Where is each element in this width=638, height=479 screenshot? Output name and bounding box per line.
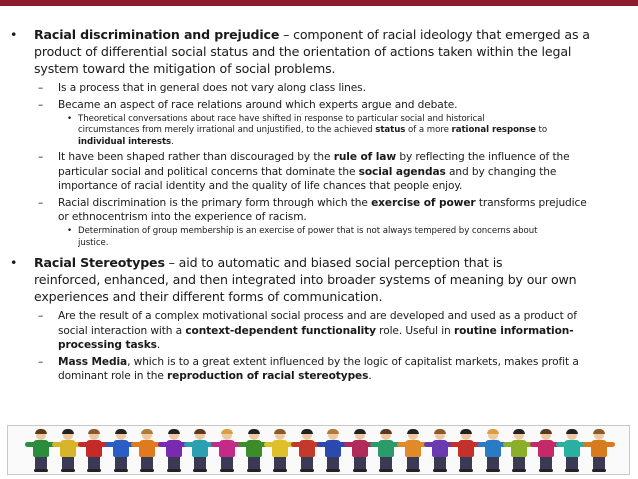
text-run: experiences and their different forms of communication.	[34, 289, 383, 305]
person-hair	[566, 429, 578, 434]
person-shirt	[564, 440, 580, 457]
text-run: importance of racial identity and the quality of life chances that people enjoy.	[58, 180, 463, 192]
text-run: of a more	[405, 125, 452, 136]
person-shoes	[140, 469, 154, 472]
person-shoes	[193, 469, 207, 472]
sub-bullet-line	[58, 165, 556, 179]
person-shoes	[61, 469, 75, 472]
person-shirt	[511, 440, 527, 457]
person-shirt	[219, 440, 235, 457]
person-hair	[487, 429, 499, 434]
sub-bullet-line	[58, 369, 372, 383]
bold-term: social agendas	[358, 165, 446, 178]
person-hair	[221, 429, 233, 434]
person-shirt	[299, 440, 315, 457]
text-run: product of differential social status and the orientation of actions taken within the legal	[34, 44, 572, 59]
text-run: or ethnocentrism into the experience of racism.	[58, 210, 307, 223]
person-shirt	[60, 440, 76, 457]
person-shoes	[300, 469, 314, 472]
text-run: .	[156, 339, 161, 351]
person-shirt	[113, 440, 129, 457]
person-hair	[301, 429, 313, 434]
person-shoes	[167, 469, 181, 472]
person-hair	[168, 429, 180, 434]
person-hair	[115, 429, 127, 434]
person-hair	[380, 429, 392, 434]
person-hair	[434, 429, 446, 434]
main-bullet-line	[34, 60, 335, 77]
text-run: Determination of group membership is an exercise of power that is not always tempered by concerns about	[78, 226, 538, 237]
person-figure	[455, 429, 477, 473]
person-shirt	[405, 440, 421, 457]
bold-term: individual interests	[78, 136, 172, 147]
person-shirt	[325, 440, 341, 457]
main-bullet-line	[34, 26, 590, 43]
bold-term: rational response	[451, 125, 536, 136]
person-shoes	[379, 469, 393, 472]
person-hair	[327, 429, 339, 434]
main-bullet-line	[34, 43, 571, 60]
main-bullet-line	[34, 271, 577, 288]
person-shoes	[273, 469, 287, 472]
person-shirt	[432, 440, 448, 457]
sub-bullet-line	[58, 179, 462, 193]
person-shirt	[272, 440, 288, 457]
person-shirt	[139, 440, 155, 457]
person-hair	[513, 429, 525, 434]
text-run: – aid to automatic and biased social perception that is	[164, 255, 503, 271]
person-shirt	[166, 440, 182, 457]
person-figure	[269, 429, 291, 473]
person-hair	[540, 429, 552, 434]
text-run: transforms prejudice	[475, 196, 587, 209]
people-illustration	[30, 429, 610, 473]
sub-bullet-line	[58, 210, 307, 224]
text-run: to	[535, 125, 548, 136]
bullet-marker-level-1: •	[10, 255, 18, 271]
main-bullet-line	[34, 288, 382, 305]
person-hair	[248, 429, 260, 434]
sub-bullet-line	[58, 150, 570, 164]
bold-term: Racial discrimination and prejudice	[34, 27, 280, 42]
person-figure	[349, 429, 371, 473]
bold-term: context-dependent functionality	[185, 324, 376, 337]
text-run: Became an aspect of race relations around which experts argue and debate.	[58, 98, 458, 111]
person-figure	[482, 429, 504, 473]
bullet-marker-level-3: •	[67, 114, 73, 124]
person-shoes	[353, 469, 367, 472]
text-run: – component of racial ideology that emerged as a	[279, 27, 590, 42]
person-hair	[407, 429, 419, 434]
text-run: reinforced, enhanced, and then integrated into broader systems of meaning by our own	[34, 272, 577, 288]
text-run: Are the result of a complex motivational social process and are developed and used as a product of	[58, 310, 577, 323]
person-shirt	[378, 440, 394, 457]
subsub-bullet-line	[78, 125, 547, 136]
sub-bullet-line	[58, 196, 587, 210]
bold-term: Racial Stereotypes	[34, 255, 165, 271]
person-shirt	[485, 440, 501, 457]
text-run: dominant role in the	[58, 369, 168, 382]
person-hair	[354, 429, 366, 434]
person-hair	[88, 429, 100, 434]
sub-bullet-line	[58, 324, 574, 338]
text-run: justice.	[78, 237, 109, 248]
bullet-marker-level-2: –	[38, 196, 44, 209]
person-shoes	[539, 469, 553, 472]
person-shirt	[458, 440, 474, 457]
subsub-bullet-line	[78, 238, 108, 249]
person-shoes	[247, 469, 261, 472]
person-shoes	[87, 469, 101, 472]
sub-bullet-line	[58, 81, 366, 95]
bullet-marker-level-2: –	[38, 355, 44, 368]
person-figure	[83, 429, 105, 473]
person-figure	[588, 429, 610, 473]
person-figure	[189, 429, 211, 473]
person-hair	[593, 429, 605, 434]
person-hair	[35, 429, 47, 434]
text-run: .	[368, 369, 372, 382]
person-shirt	[33, 440, 49, 457]
person-figure	[296, 429, 318, 473]
person-shirt	[591, 440, 607, 457]
bold-term: Mass Media	[58, 355, 128, 368]
person-figure	[243, 429, 265, 473]
subsub-bullet-line	[78, 137, 174, 148]
person-shirt	[192, 440, 208, 457]
text-run: circumstances from merely irrational and unjustified, to the achieved	[78, 125, 376, 136]
sub-bullet-line	[58, 309, 577, 323]
person-figure	[375, 429, 397, 473]
bold-term: status	[375, 125, 406, 136]
bold-term: reproduction of racial stereotypes	[167, 369, 369, 382]
sub-bullet-line	[58, 338, 160, 352]
text-run: It have been shaped rather than discouraged by the	[58, 151, 334, 164]
person-figure	[110, 429, 132, 473]
text-run: Racial discrimination is the primary form through which the	[58, 196, 372, 209]
person-figure	[508, 429, 530, 473]
text-run: role. Useful in	[375, 324, 454, 337]
person-figure	[57, 429, 79, 473]
person-hair	[460, 429, 472, 434]
text-run: particular social and political concerns that dominate the	[58, 165, 359, 178]
text-run: system toward the mitigation of social problems.	[34, 61, 336, 76]
person-figure	[402, 429, 424, 473]
text-run: Is a process that in general does not vary along class lines.	[58, 82, 366, 94]
text-run: social interaction with a	[58, 324, 186, 337]
bullet-marker-level-1: •	[10, 27, 18, 42]
text-run: Theoretical conversations about race have shifted in response to particular social and historical	[78, 114, 485, 124]
person-figure	[322, 429, 344, 473]
text-run: .	[171, 136, 174, 147]
bold-term: processing tasks	[58, 339, 157, 351]
text-run: by reflecting the influence of the	[396, 151, 570, 164]
bold-term: routine information-	[453, 324, 574, 337]
bullet-marker-level-3: •	[67, 226, 73, 237]
bullet-marker-level-2: –	[38, 310, 44, 323]
person-figure	[429, 429, 451, 473]
person-hair	[194, 429, 206, 434]
person-hair	[141, 429, 153, 434]
person-shoes	[459, 469, 473, 472]
person-shoes	[34, 469, 48, 472]
person-shirt	[86, 440, 102, 457]
person-shoes	[486, 469, 500, 472]
text-run: , which is to a great extent influenced by the logic of capitalist markets, makes profit a	[127, 355, 579, 368]
person-figure	[535, 429, 557, 473]
person-hair	[62, 429, 74, 434]
person-figure	[136, 429, 158, 473]
person-shoes	[592, 469, 606, 472]
person-shoes	[220, 469, 234, 472]
person-shoes	[114, 469, 128, 472]
top-accent-bar	[0, 0, 638, 6]
subsub-bullet-line	[78, 226, 537, 237]
person-shirt	[246, 440, 262, 457]
text-run: and by changing the	[445, 165, 557, 178]
bullet-marker-level-2: –	[38, 98, 44, 111]
bold-term: rule of law	[333, 151, 397, 164]
main-bullet-line	[34, 254, 502, 271]
bold-term: exercise of power	[371, 196, 476, 209]
person-figure	[30, 429, 52, 473]
person-figure	[163, 429, 185, 473]
sub-bullet-line	[58, 355, 579, 369]
person-hair	[274, 429, 286, 434]
person-shoes	[406, 469, 420, 472]
person-shirt	[538, 440, 554, 457]
person-shoes	[565, 469, 579, 472]
person-shoes	[326, 469, 340, 472]
sub-bullet-line	[58, 98, 457, 112]
person-figure	[216, 429, 238, 473]
person-figure	[561, 429, 583, 473]
person-shirt	[352, 440, 368, 457]
person-shoes	[433, 469, 447, 472]
subsub-bullet-line	[78, 114, 485, 125]
person-shoes	[512, 469, 526, 472]
bullet-marker-level-2: –	[38, 151, 44, 164]
bullet-marker-level-2: –	[38, 82, 44, 94]
